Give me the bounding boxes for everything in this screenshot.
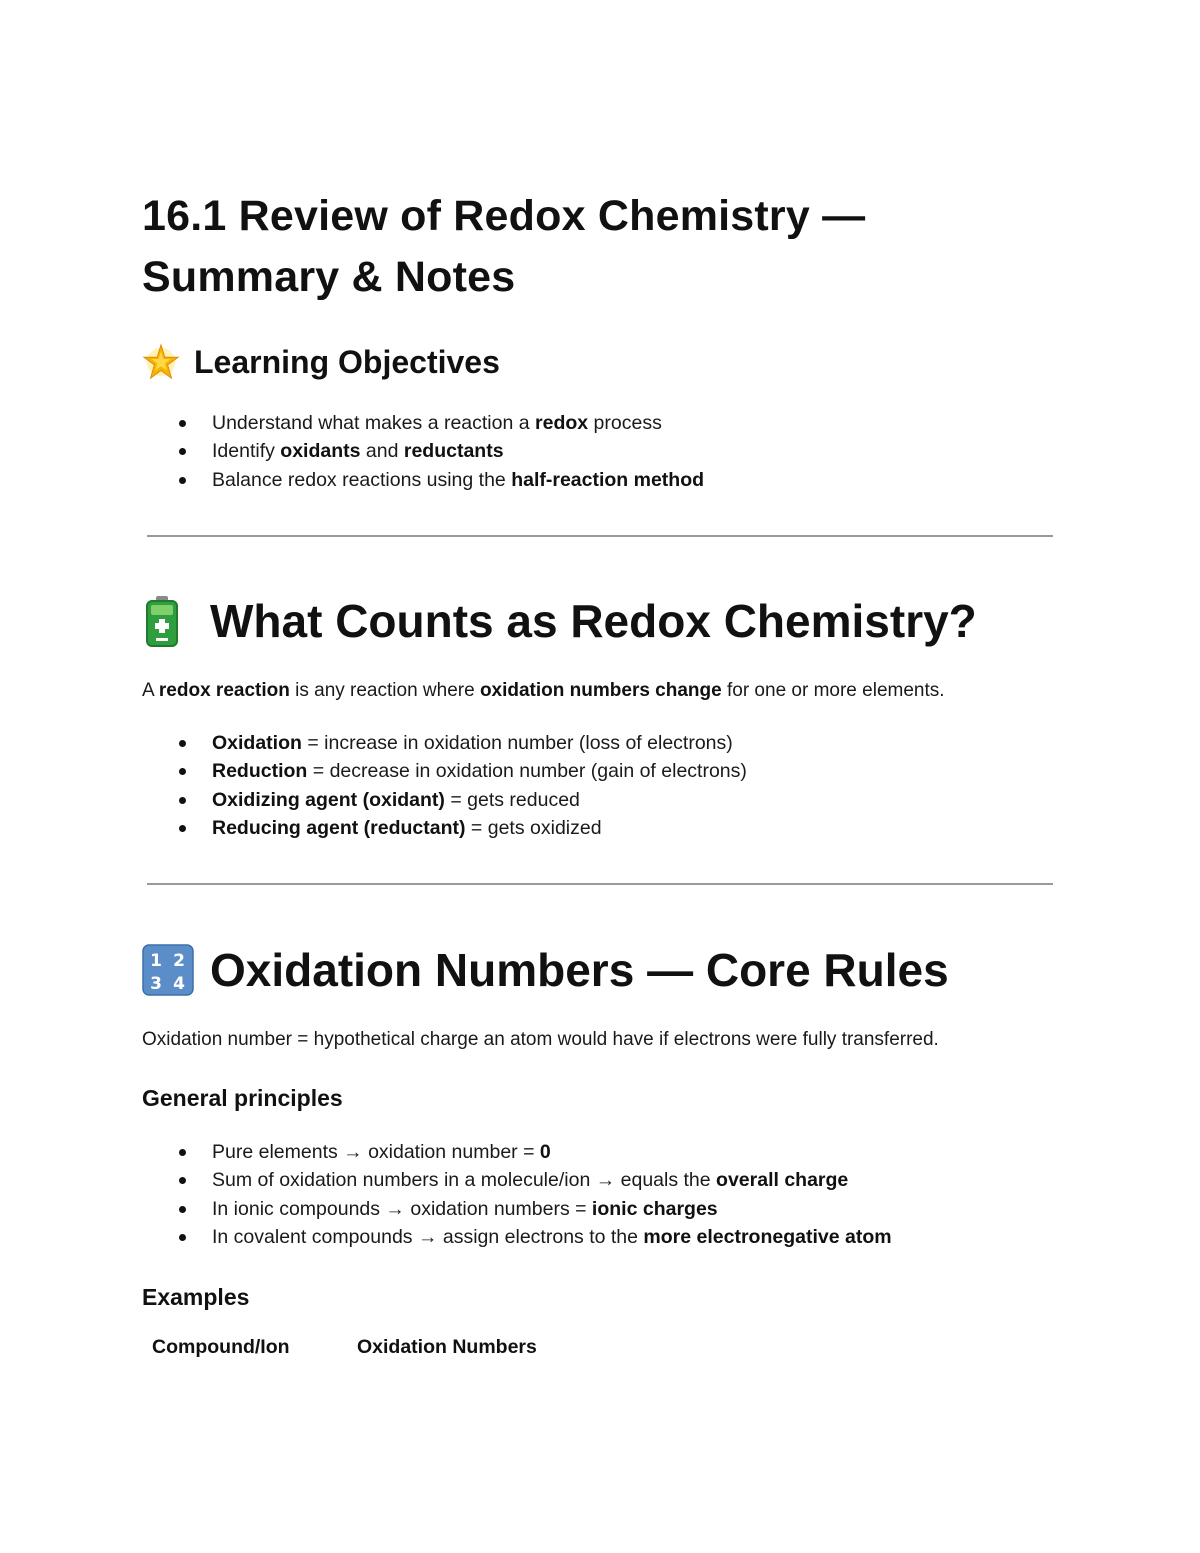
list-item: Sum of oxidation numbers in a molecule/ion → equals the overall charge [142, 1166, 892, 1194]
examples-table-header [152, 1333, 537, 1361]
list-item: Reduction = decrease in oxidation number (gain of electrons) [142, 757, 747, 785]
input-numbers-icon [142, 944, 194, 996]
svg-text:2: 2 [173, 951, 185, 971]
list-item: Identify oxidants and reductants [142, 437, 704, 465]
learning-objectives-label: Learning Objectives [194, 344, 500, 380]
redox-definition: A redox reaction is any reaction where oxidation numbers change for one or more elements. [142, 680, 945, 701]
svg-text:3: 3 [150, 974, 162, 994]
redox-heading-label: What Counts as Redox Chemistry? [210, 595, 977, 647]
table-header-oxidation-numbers: Oxidation Numbers [357, 1336, 537, 1358]
list-item: Reducing agent (reductant) = gets oxidized [142, 814, 747, 842]
svg-text:1: 1 [150, 951, 162, 971]
list-item: In covalent compounds → assign electrons to the more electronegative atom [142, 1223, 892, 1251]
list-item: Pure elements → oxidation number = 0 [142, 1138, 892, 1166]
section-divider [147, 535, 1053, 537]
oxidation-numbers-heading-label: Oxidation Numbers — Core Rules [210, 944, 949, 996]
list-item: Understand what makes a reaction a redox process [142, 409, 704, 437]
oxidation-numbers-heading [142, 940, 949, 1000]
list-item: Balance redox reactions using the half-reaction method [142, 466, 704, 494]
general-principles-list [142, 1138, 892, 1252]
page-title: 16.1 Review of Redox Chemistry — Summary & Notes [142, 192, 866, 301]
learning-objectives-heading [142, 340, 500, 384]
glowing-star-icon [142, 343, 180, 381]
battery-icon [142, 595, 182, 647]
redox-terms-list [142, 729, 747, 843]
learning-objectives-list [142, 409, 704, 494]
oxidation-number-definition: Oxidation number = hypothetical charge an atom would have if electrons were fully transferred. [142, 1029, 939, 1050]
general-principles-heading: General principles [142, 1085, 343, 1111]
section-divider [147, 883, 1053, 885]
list-item: Oxidation = increase in oxidation number (loss of electrons) [142, 729, 747, 757]
redox-heading [142, 591, 977, 651]
list-item: Oxidizing agent (oxidant) = gets reduced [142, 786, 747, 814]
svg-text:4: 4 [173, 974, 185, 994]
table-header-compound: Compound/Ion [152, 1336, 290, 1358]
examples-heading: Examples [142, 1284, 250, 1310]
list-item: In ionic compounds → oxidation numbers = ionic charges [142, 1195, 892, 1223]
